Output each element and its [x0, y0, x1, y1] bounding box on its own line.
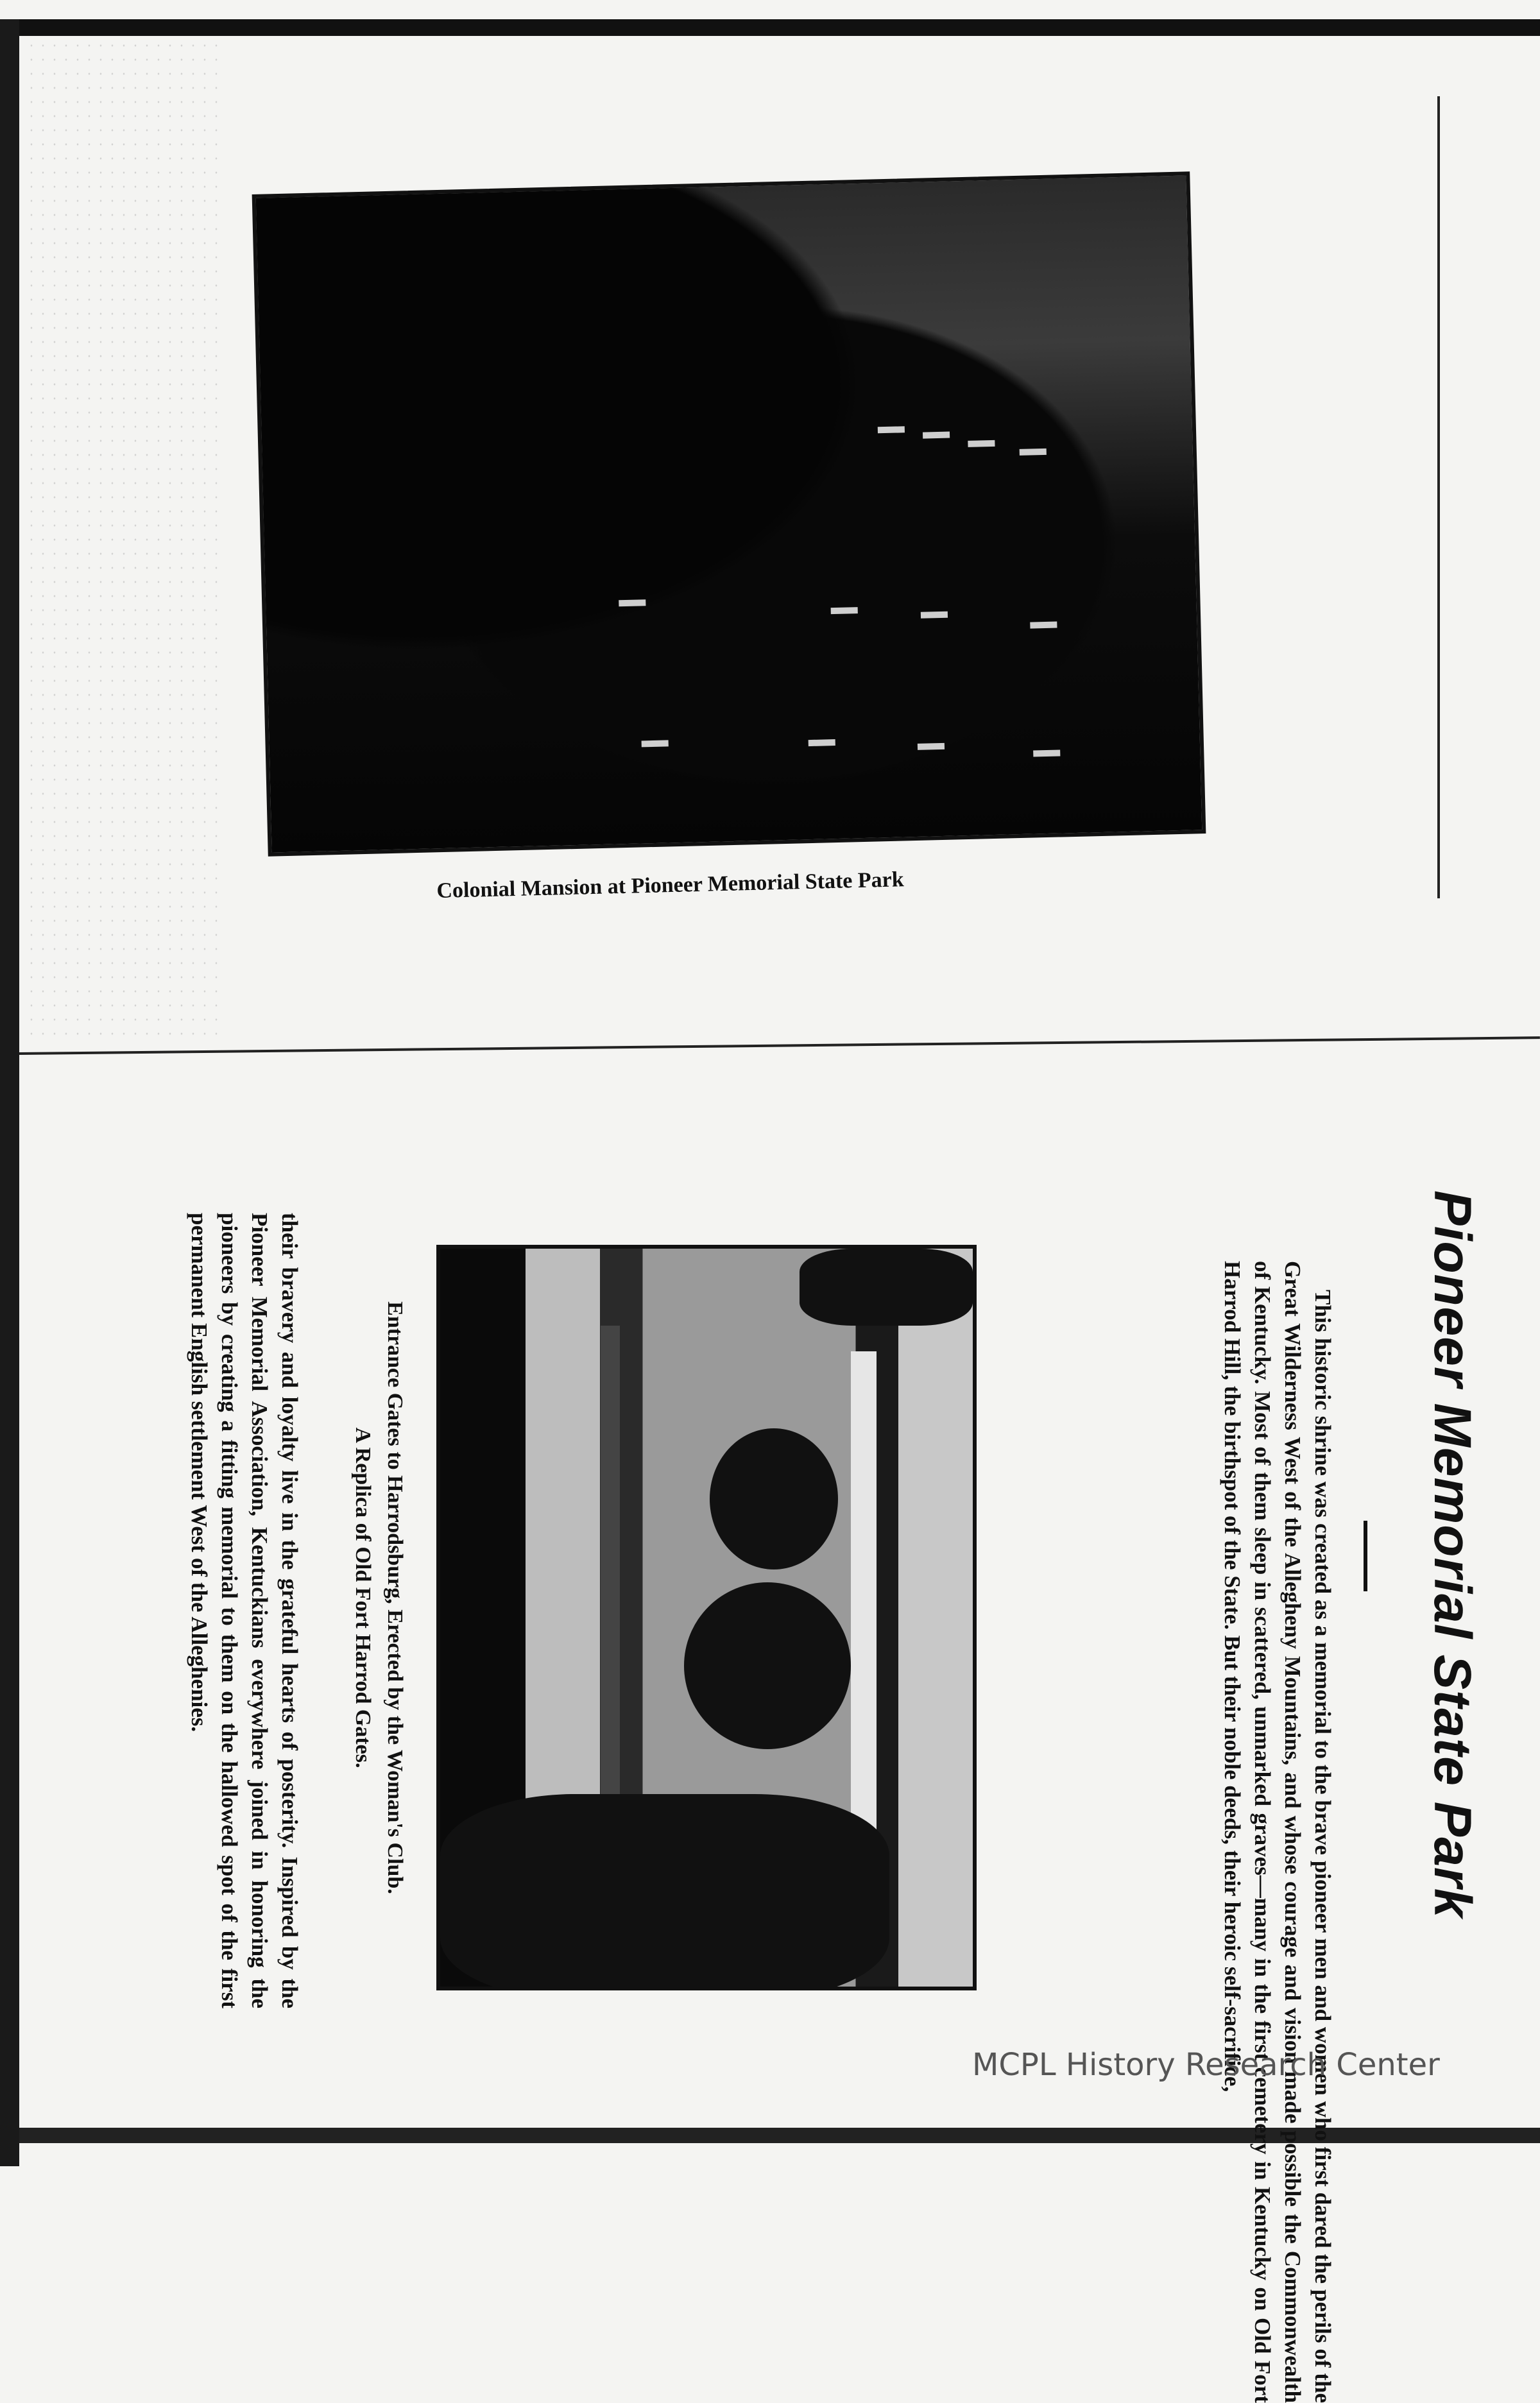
- top-page-border: [0, 19, 1540, 36]
- body-paragraph-continued: their bravery and loyalty live in the grateful hearts of posterity. Inspired by the Pioneer Memorial Association, Kentuckians everywhere joined in honoring the pioneers by creating a fitting memorial to them on the hallowed spot of the first permanent English settlement West of the Alleghenies.: [187, 1213, 302, 2008]
- page-title: Pioneer Memorial State Park: [1423, 1190, 1482, 1919]
- mansion-window: [619, 599, 646, 606]
- mansion-window: [809, 739, 835, 746]
- mansion-window: [921, 611, 948, 619]
- tree: [800, 1249, 973, 1326]
- mansion-window: [831, 607, 858, 614]
- body-paragraph: This historic shrine was created as a memorial to the brave pioneer men and women who first dared the perils of the Great Wilderness West of the Allegheny Mountains, and whose courage and vision made possible the Commonwealth of Kentucky. Most of them sleep in scattered, unmarked graves—many in the first cemetery in Kentucky on Old Fort Harrod Hill, the birthspot of the State. But their noble deeds, their heroic self-sacrifice,: [1220, 1261, 1335, 2403]
- tree: [440, 1794, 889, 1990]
- tree: [710, 1428, 838, 1569]
- title-divider: [1364, 1521, 1367, 1591]
- mansion-window: [968, 440, 995, 447]
- colonial-mansion-photo: [252, 171, 1206, 856]
- mansion-window: [1033, 749, 1060, 757]
- gates-caption-line-1: Entrance Gates to Harrodsburg, Erected by the Woman's Club.: [383, 1301, 407, 1894]
- margin-rule: [1437, 96, 1440, 898]
- mansion-window: [642, 740, 669, 747]
- watermark: MCPL History Research Center: [972, 2047, 1440, 2083]
- gates-caption-line-2: A Replica of Old Fort Harrod Gates.: [351, 1427, 375, 1768]
- mansion-window: [878, 426, 905, 433]
- mansion-window: [1020, 449, 1047, 456]
- gates-caption: [346, 1213, 411, 1983]
- mansion-window: [918, 743, 945, 750]
- paper-specks: [26, 38, 218, 1039]
- left-page-border: [0, 19, 19, 2166]
- mansion-caption: Colonial Mansion at Pioneer Memorial State Park: [436, 868, 905, 903]
- mansion-window: [923, 432, 950, 439]
- entrance-gates-photo: [436, 1245, 977, 1990]
- tree: [684, 1582, 851, 1749]
- mansion-window: [1030, 622, 1057, 629]
- page-fold-line: [19, 1036, 1540, 1055]
- gate-pillar: [851, 1351, 877, 1865]
